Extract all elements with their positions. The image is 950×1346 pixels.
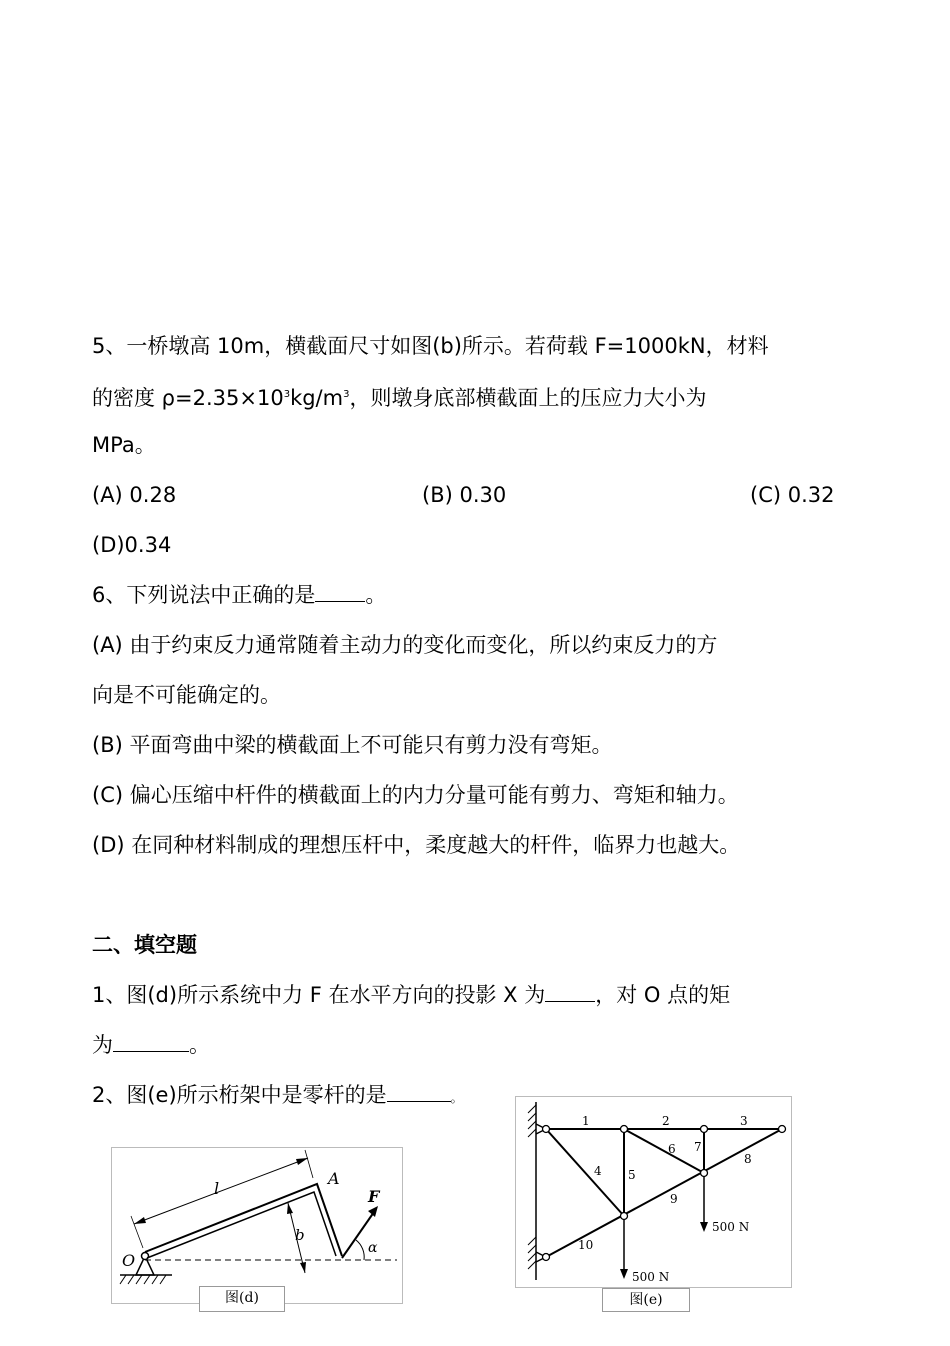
member-label-5: 5 xyxy=(628,1168,636,1182)
fill1-text-a: 1、图(d)所示系统中力 F 在水平方向的投影 X 为 xyxy=(92,983,546,1007)
label-l: l xyxy=(214,1179,220,1198)
fill1-blank-moment xyxy=(113,1033,189,1052)
member-4 xyxy=(546,1129,624,1216)
figure-d xyxy=(111,1147,403,1304)
fill1-blank-x xyxy=(545,983,595,1002)
fill1-line2 xyxy=(92,1032,210,1058)
q5-option-d: (D)0.34 xyxy=(92,533,172,557)
figure-e-caption: 图(e) xyxy=(602,1288,690,1312)
member-label-10: 10 xyxy=(578,1238,594,1252)
q6-answer-blank xyxy=(315,583,365,602)
label-o: O xyxy=(122,1251,136,1270)
q5-line1: 5、一桥墩高 10m，横截面尺寸如图(b)所示。若荷载 F=1000kN，材料 xyxy=(92,334,769,358)
fill2-text-a: 2、图(e)所示桁架中是零杆的是 xyxy=(92,1083,387,1107)
q5-line2-a: 的密度 ρ=2.35×10 xyxy=(92,386,284,410)
member-label-1: 1 xyxy=(582,1114,590,1128)
figure-e xyxy=(515,1096,792,1288)
dim-l-line xyxy=(134,1158,308,1224)
wall-hatch-bottom xyxy=(528,1237,536,1269)
label-alpha: α xyxy=(368,1240,378,1256)
member-label-3: 3 xyxy=(740,1114,748,1128)
q5-option-a: (A) 0.28 xyxy=(92,483,177,507)
dim-l-arrow2 xyxy=(296,1158,308,1165)
member-label-9: 9 xyxy=(670,1192,678,1206)
load-1-arrow xyxy=(700,1222,708,1232)
q6-option-a-line2: 向是不可能确定的。 xyxy=(92,683,281,707)
q5-sup2: 3 xyxy=(343,389,350,400)
dim-l-ext2 xyxy=(305,1150,313,1178)
member-label-4: 4 xyxy=(594,1164,602,1178)
q5-line2 xyxy=(92,382,706,411)
section-title: 二、填空题 xyxy=(92,933,197,957)
load-1-label: 500 N xyxy=(712,1220,750,1234)
member-label-6: 6 xyxy=(668,1142,676,1156)
fill1-text-c: 为 xyxy=(92,1033,113,1057)
label-f: F xyxy=(368,1187,380,1206)
ground-hatch xyxy=(120,1275,166,1284)
q5-line2-b: kg/m xyxy=(290,386,344,410)
bent-bar-inner xyxy=(147,1192,336,1258)
figure-d-drawing xyxy=(112,1148,402,1303)
figure-e-drawing xyxy=(516,1097,791,1287)
q6-stem-end: 。 xyxy=(365,583,387,607)
q5-sup1: 3 xyxy=(283,389,291,400)
member-6 xyxy=(624,1129,704,1173)
fill2-text-b: 。 xyxy=(450,1091,463,1105)
q5-option-b: (B) 0.30 xyxy=(422,483,507,507)
dim-b-arrow2 xyxy=(300,1262,306,1273)
figure-d-caption: 图(d) xyxy=(199,1286,285,1312)
dim-l-arrow1 xyxy=(134,1217,146,1224)
wall-hatch-top xyxy=(528,1105,536,1137)
load-2-arrow xyxy=(620,1269,628,1279)
fill1-line1 xyxy=(92,982,730,1008)
fill1-text-b: ，对 O 点的矩 xyxy=(595,983,731,1007)
member-label-8: 8 xyxy=(744,1152,752,1166)
label-b: b xyxy=(295,1226,305,1244)
fill2-blank xyxy=(387,1083,451,1102)
q6-option-c: (C) 偏心压缩中杆件的横截面上的内力分量可能有剪力、弯矩和轴力。 xyxy=(92,783,739,807)
force-f-arrow xyxy=(368,1206,378,1217)
member-labels xyxy=(578,1114,752,1284)
q6-option-b: (B) 平面弯曲中梁的横截面上不可能只有剪力没有弯矩。 xyxy=(92,733,613,757)
q5-option-c: (C) 0.32 xyxy=(750,483,835,507)
q6-stem-text: 6、下列说法中正确的是 xyxy=(92,583,316,607)
dim-b-arrow1 xyxy=(287,1203,293,1214)
load-2-label: 500 N xyxy=(632,1270,670,1284)
q5-line3: MPa。 xyxy=(92,433,156,457)
fill2-line xyxy=(92,1082,463,1111)
q6-option-a-line1: (A) 由于约束反力通常随着主动力的变化而变化，所以约束反力的方 xyxy=(92,633,718,657)
member-label-7: 7 xyxy=(694,1140,702,1154)
q5-line2-c: ，则墩身底部横截面上的压应力大小为 xyxy=(349,386,707,410)
q6-option-d: (D) 在同种材料制成的理想压杆中，柔度越大的杆件，临界力也越大。 xyxy=(92,833,741,857)
member-label-2: 2 xyxy=(662,1114,670,1128)
q6-stem xyxy=(92,582,386,608)
angle-arc xyxy=(356,1240,364,1260)
fill1-text-d: 。 xyxy=(189,1033,210,1057)
label-a: A xyxy=(328,1169,340,1188)
